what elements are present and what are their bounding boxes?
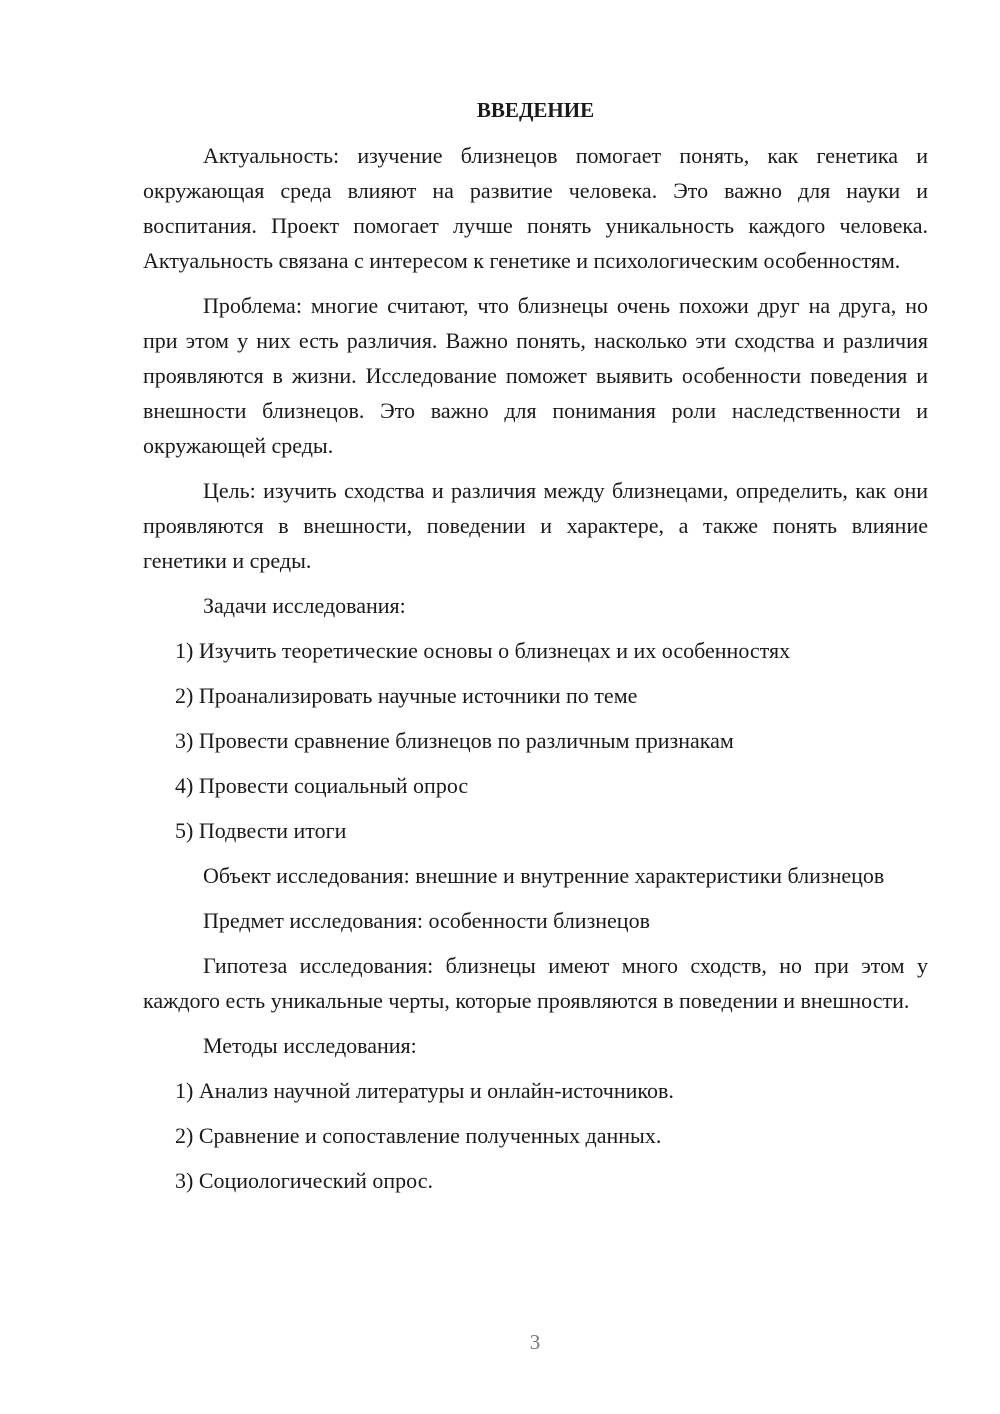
document-page bbox=[143, 93, 928, 1208]
methods-label: Методы исследования: bbox=[203, 1033, 417, 1058]
tasks-list bbox=[143, 633, 928, 848]
method-item: 3) Социологический опрос. bbox=[175, 1168, 433, 1193]
goal-paragraph: Цель: изучить сходства и различия между близнецами, определить, как они проявляются в внешности, поведении и характере, а также понять влияние генетики и среды. bbox=[143, 478, 928, 573]
hypothesis-paragraph: Гипотеза исследования: близнецы имеют много сходств, но при этом у каждого есть уникальные черты, которые проявляются в поведении и внешности. bbox=[143, 953, 928, 1013]
methods-list bbox=[143, 1073, 928, 1198]
page-title: ВВЕДЕНИЕ bbox=[476, 98, 595, 122]
method-item: 2) Сравнение и сопоставление полученных данных. bbox=[175, 1123, 662, 1148]
tasks-label: Задачи исследования: bbox=[203, 593, 406, 618]
task-item: 4) Провести социальный опрос bbox=[175, 773, 469, 798]
page-number: 3 bbox=[529, 1330, 541, 1354]
method-item: 1) Анализ научной литературы и онлайн-источников. bbox=[175, 1078, 674, 1103]
subject-paragraph: Предмет исследования: особенности близнецов bbox=[203, 908, 650, 933]
task-item: 1) Изучить теоретические основы о близнецах и их особенностях bbox=[175, 638, 791, 663]
problem-paragraph: Проблема: многие считают, что близнецы очень похожи друг на друга, но при этом у них есть различия. Важно понять, насколько эти сходства и различия проявляются в жизни. Исследование поможет выявить особенности поведения и внешности близнецов. Это важно для понимания роли наследственности и окружающей среды. bbox=[143, 293, 928, 458]
object-paragraph: Объект исследования: внешние и внутренние характеристики близнецов bbox=[203, 863, 885, 888]
relevance-paragraph: Актуальность: изучение близнецов помогает понять, как генетика и окружающая среда влияют на развитие человека. Это важно для науки и воспитания. Проект помогает лучше понять уникальность каждого человека. Актуальность связана с интересом к генетике и психологическим особенностям. bbox=[143, 143, 928, 273]
task-item: 5) Подвести итоги bbox=[175, 818, 347, 843]
task-item: 3) Провести сравнение близнецов по различным признакам bbox=[175, 728, 734, 753]
task-item: 2) Проанализировать научные источники по теме bbox=[175, 683, 638, 708]
